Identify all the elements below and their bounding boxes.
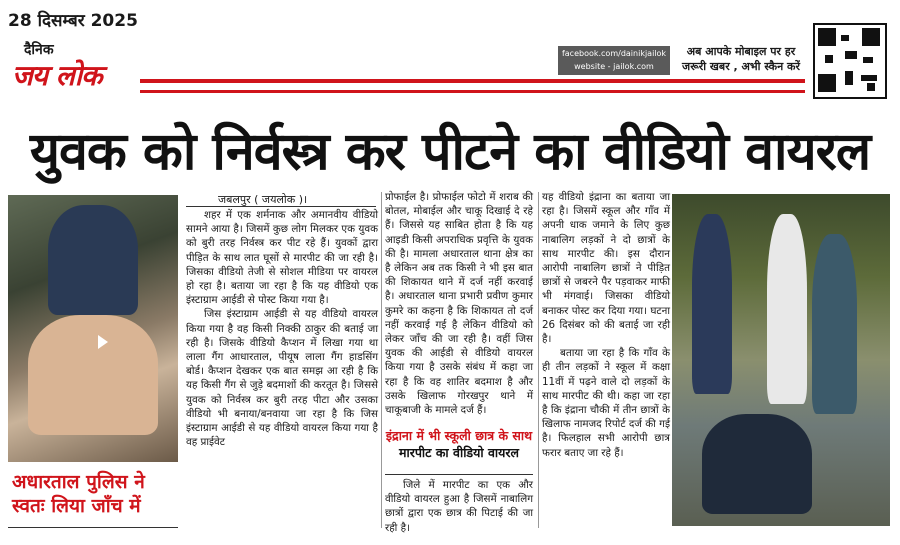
dateline: जबलपुर ( जयलोक )। <box>218 193 308 206</box>
header-rule <box>140 79 805 83</box>
video-thumbnail[interactable] <box>8 195 178 462</box>
masthead-small: दैनिक <box>24 42 54 58</box>
mid-subhead-black: मारपीट का वीडियो वायरल <box>399 445 519 460</box>
qr-code-icon[interactable] <box>813 23 887 99</box>
news-photo <box>672 194 890 526</box>
paragraph: शहर में एक शर्मनाक और अमानवीय वीडियो सामने आया है। जिसमें कुछ लोग मिलकर एक युवक को बुरी तरह निर्वस्त्र कर पीट रहे हैं। युवकों द्वारा पीड़ित के साथ लात घूसों से मारपीट की जा रही है। जिसका वीडियो तेजी से सोशल मीडिया पर वायरल हो रहा है। बताया जा रहा है कि यह वीडियो एक इंस्टाग्राम आईडी से पोस्ट किया गया है। <box>186 209 378 307</box>
paragraph: जिले में मारपीट का एक और वीडियो वायरल हुआ है जिसमें नाबालिग छात्रों द्वारा एक छात्र की पिटाई की जा रही है। <box>385 479 533 534</box>
article-column-2 <box>385 190 533 417</box>
play-icon[interactable] <box>98 335 108 349</box>
article-column-3 <box>542 190 670 460</box>
article-column-2b <box>385 478 533 535</box>
page-header <box>0 0 900 108</box>
article-column-1 <box>186 208 378 449</box>
mid-subhead <box>385 427 533 461</box>
paragraph: यह वीडियो इंद्राना का बताया जा रहा है। जिसमें स्कूल और गाँव में अपनी धाक जमाने के लिए कुछ नाबालिग लड़कों ने दो छात्रों के साथ मारपीट की। इस दौरान आरोपी नाबालिग छात्रों ने पीड़ित छात्रों से जबरने पैर पड़वाकर माफी भी मंगवाई। जिसका वीडियो बनाकर पोस्ट कर दिया गया। घटना 26 दिसंबर को की बताई जा रही है। <box>542 191 670 346</box>
social-box <box>558 46 670 75</box>
header-rule-2 <box>140 90 805 93</box>
issue-date: 28 दिसम्बर 2025 <box>8 11 138 31</box>
paragraph: प्रोफाईल है। प्रोफाईल फोटो में शराब की बोतल, मोबाईल और चाकू दिखाई दे रहे हैं। जिससे यह साबित होता है कि यह आइडी किसी अपराधिक प्रवृत्ति के युवक की है। मामला अधारताल थाना क्षेत्र का है लेकिन अब तक किसी ने भी इस बात की शिकायत थाने में दर्ज नहीं करवाई है। अधारताल थाना प्रभारी प्रवीण कुमार कुमरे का कहना है कि शिकायत तो दर्ज नहीं करवाई गई है लेकिन वीडियो को लेकर जाँच की जा रही है। वहीं जिस युवक की आईडी से वीडियो वायरल किया गया है उसके संबंध में कहा जा रहा है कि वह शातिर बदमाश है और उसके खिलाफ गोरखपुर थाने में चाकूबाजी के मामले दर्ज हैं। <box>385 191 533 417</box>
paragraph: जिस इंस्टाग्राम आईडी से यह वीडियो वायरल किया गया है वह किसी निक्की ठाकुर की बताई जा रही है। जिसके वीडियो कैप्शन में लिखा गया था लाला गैंग आधारताल, पीयूष लाला गैंग हाडसिंग बोर्ड। कैप्शन देखकर एक बात समझ आ रही है कि यह किसी गैंग से जुड़े बदमाशों की करतूत है। जिससे युवक को निर्वस्त्र कर बुरी तरह पीटा और उसका वीडियो भी बनाया/बनवाया जा रहा है कि जिस इंस्टाग्राम आईडी से यह वीडियो वायरल किया गया है वह प्राईवेट <box>186 308 378 449</box>
paragraph: बताया जा रहा है कि गाँव के ही तीन लड़कों ने स्कूल में कक्षा 11वीं में पढ़ने वाले दो लड़कों के साथ मारपीट की थी। कहा जा रहा है कि इंद्राना चौकी में तीन छात्रों के खिलाफ नामजद रिपोर्ट दर्ज की गई है। फिलहाल सभी आरोपी छात्र फरार बताए जा रहे हैं। <box>542 347 670 459</box>
dateline-rule <box>186 206 376 207</box>
mid-subhead-red: इंद्राना में भी स्कूली छात्र के साथ <box>385 428 533 443</box>
masthead-logo <box>8 38 140 102</box>
left-bottom-rule <box>8 527 178 528</box>
main-headline: युवक को निर्वस्त्र कर पीटने का वीडियो वायरल <box>29 122 871 182</box>
column-divider <box>538 192 539 528</box>
social-website: website - jailok.com <box>574 62 654 71</box>
mid-rule <box>385 474 533 475</box>
left-subhead: अधारताल पुलिस ने स्वतः लिया जाँच में <box>12 471 145 517</box>
scan-tagline: अब आपके मोबाइल पर हर जरूरी खबर , अभी स्कैन करें <box>682 45 800 73</box>
masthead-title: जय लोक <box>12 59 102 92</box>
column-divider <box>381 192 382 528</box>
social-facebook: facebook.com/dainikjailok <box>561 49 667 58</box>
